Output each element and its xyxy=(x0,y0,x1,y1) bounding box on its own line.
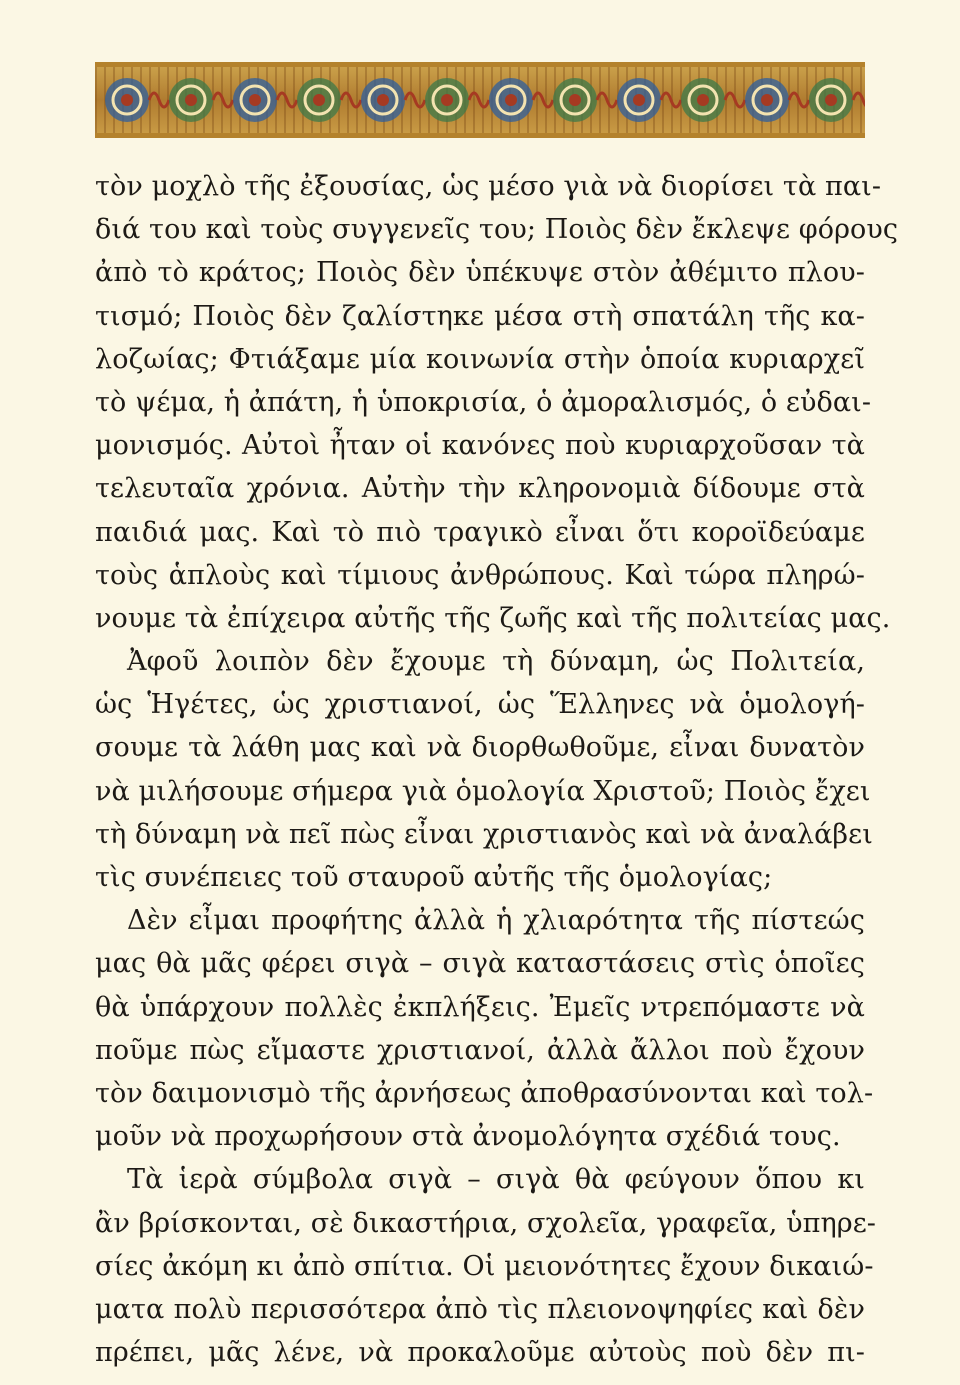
scroll-ornament xyxy=(149,93,169,107)
text-line: Ἀφοῦ λοιπὸν δὲν ἔχουμε τὴ δύναμη, ὡς Πολιτεία, xyxy=(127,646,865,678)
text-line: τελευταῖα χρόνια. Αὐτὴν τὴν κληρονομιὰ δίδουμε στὰ xyxy=(95,473,865,505)
text-line: ὡς Ἡγέτες, ὡς χριστιανοί, ὡς Ἕλληνες νὰ ὁμολογή- xyxy=(95,689,865,721)
scroll-ornament xyxy=(533,93,553,107)
text-line: τὸν μοχλὸ τῆς ἐξουσίας, ὡς μέσο γιὰ νὰ διορίσει τὰ παι- xyxy=(95,171,882,202)
rosette-center xyxy=(185,94,197,106)
scroll-ornament xyxy=(853,93,865,107)
text-line: Τὰ ἱερὰ σύμβολα σιγὰ – σιγὰ θὰ φεύγουν ὅπου κι xyxy=(127,1164,865,1196)
text-line: τὸν δαιμονισμὸ τῆς ἀρνήσεως ἀποθρασύνονται καὶ τολ- xyxy=(95,1077,874,1109)
text-line: ἂν βρίσκονται, σὲ δικαστήρια, σχολεῖα, γραφεῖα, ὑπηρε- xyxy=(95,1207,877,1239)
text-line: θὰ ὑπάρχουν πολλὲς ἐκπλήξεις. Ἐμεῖς ντρεπόμαστε νὰ xyxy=(95,991,865,1023)
scroll-ornament xyxy=(725,93,745,107)
scroll-ornament xyxy=(597,93,617,107)
rosette-center xyxy=(313,94,325,106)
text-line: παιδιά μας. Καὶ τὸ πιὸ τραγικὸ εἶναι ὅτι κοροϊδεύαμε xyxy=(95,516,865,548)
rosette-center xyxy=(825,94,837,106)
text-line: Δὲν εἶμαι προφήτης ἀλλὰ ἡ χλιαρότητα τῆς πίστεώς xyxy=(127,905,865,937)
text-line: σίες ἀκόμη κι ἀπὸ σπίτια. Οἱ μειονότητες ἔχουν δικαιώ- xyxy=(95,1250,874,1282)
scroll-ornament xyxy=(341,93,361,107)
rosette-center xyxy=(761,94,773,106)
text-line: τὴ δύναμη νὰ πεῖ πὼς εἶναι χριστιανὸς καὶ νὰ ἀναλάβει xyxy=(95,818,873,850)
text-line: νουμε τὰ ἐπίχειρα αὐτῆς τῆς ζωῆς καὶ τῆς πολιτείας μας. xyxy=(95,602,891,634)
rosette-center xyxy=(249,94,261,106)
scroll-ornament xyxy=(277,93,297,107)
text-line: νὰ μιλήσουμε σήμερα γιὰ ὁμολογία Χριστοῦ; Ποιὸς ἔχει xyxy=(95,775,871,807)
text-line: μοῦν νὰ προχωρήσουν στὰ ἀνομολόγητα σχέδιά τους. xyxy=(95,1121,841,1153)
rosette-center xyxy=(697,94,709,106)
text-line: τὸ ψέμα, ἡ ἀπάτη, ἡ ὑποκρισία, ὁ ἀμοραλισμός, ὁ εὐδαι- xyxy=(95,386,872,418)
scroll-ornament xyxy=(405,93,425,107)
text-line: ποῦμε πὼς εἴμαστε χριστιανοί, ἀλλὰ ἄλλοι ποὺ ἔχουν xyxy=(95,1034,865,1066)
scroll-ornament xyxy=(213,93,233,107)
rosette-center xyxy=(441,94,453,106)
text-line: ματα πολὺ περισσότερα ἀπὸ τὶς πλειονοψηφίες καὶ δὲν xyxy=(95,1293,865,1325)
text-line: διά του καὶ τοὺς συγγενεῖς του; Ποιὸς δὲν ἔκλεψε φόρους xyxy=(95,214,899,246)
rosette-center xyxy=(569,94,581,106)
text-line: μονισμός. Αὐτοὶ ἦταν οἱ κανόνες ποὺ κυριαρχοῦσαν τὰ xyxy=(95,430,865,462)
rosette-center xyxy=(121,94,133,106)
text-line: λοζωίας; Φτιάξαμε μία κοινωνία στὴν ὁποία κυριαρχεῖ xyxy=(95,343,865,375)
text-line: τισμό; Ποιὸς δὲν ζαλίστηκε μέσα στὴ σπατάλη τῆς κα- xyxy=(95,300,865,332)
scroll-ornament xyxy=(789,93,809,107)
mosaic-ornament-banner xyxy=(95,62,865,138)
text-line: σουμε τὰ λάθη μας καὶ νὰ διορθωθοῦμε, εἶναι δυνατὸν xyxy=(95,732,865,764)
text-line: τοὺς ἁπλοὺς καὶ τίμιους ἀνθρώπους. Καὶ τώρα πληρώ- xyxy=(95,559,865,591)
text-line: τὶς συνέπειες τοῦ σταυροῦ αὐτῆς τῆς ὁμολογίας; xyxy=(95,862,773,893)
page-text xyxy=(95,165,899,1374)
rosette-center xyxy=(377,94,389,106)
text-line: πρέπει, μᾶς λένε, νὰ προκαλοῦμε αὐτοὺς ποὺ δὲν πι- xyxy=(95,1337,865,1369)
text-line: μας θὰ μᾶς φέρει σιγὰ – σιγὰ καταστάσεις στὶς ὁποῖες xyxy=(95,948,865,980)
text-line: ἀπὸ τὸ κράτος; Ποιὸς δὲν ὑπέκυψε στὸν ἀθέμιτο πλου- xyxy=(95,257,865,289)
scroll-ornament xyxy=(469,93,489,107)
rosette-center xyxy=(633,94,645,106)
rosette-center xyxy=(505,94,517,106)
scroll-ornament xyxy=(661,93,681,107)
mosaic-pattern-icon xyxy=(95,67,865,133)
